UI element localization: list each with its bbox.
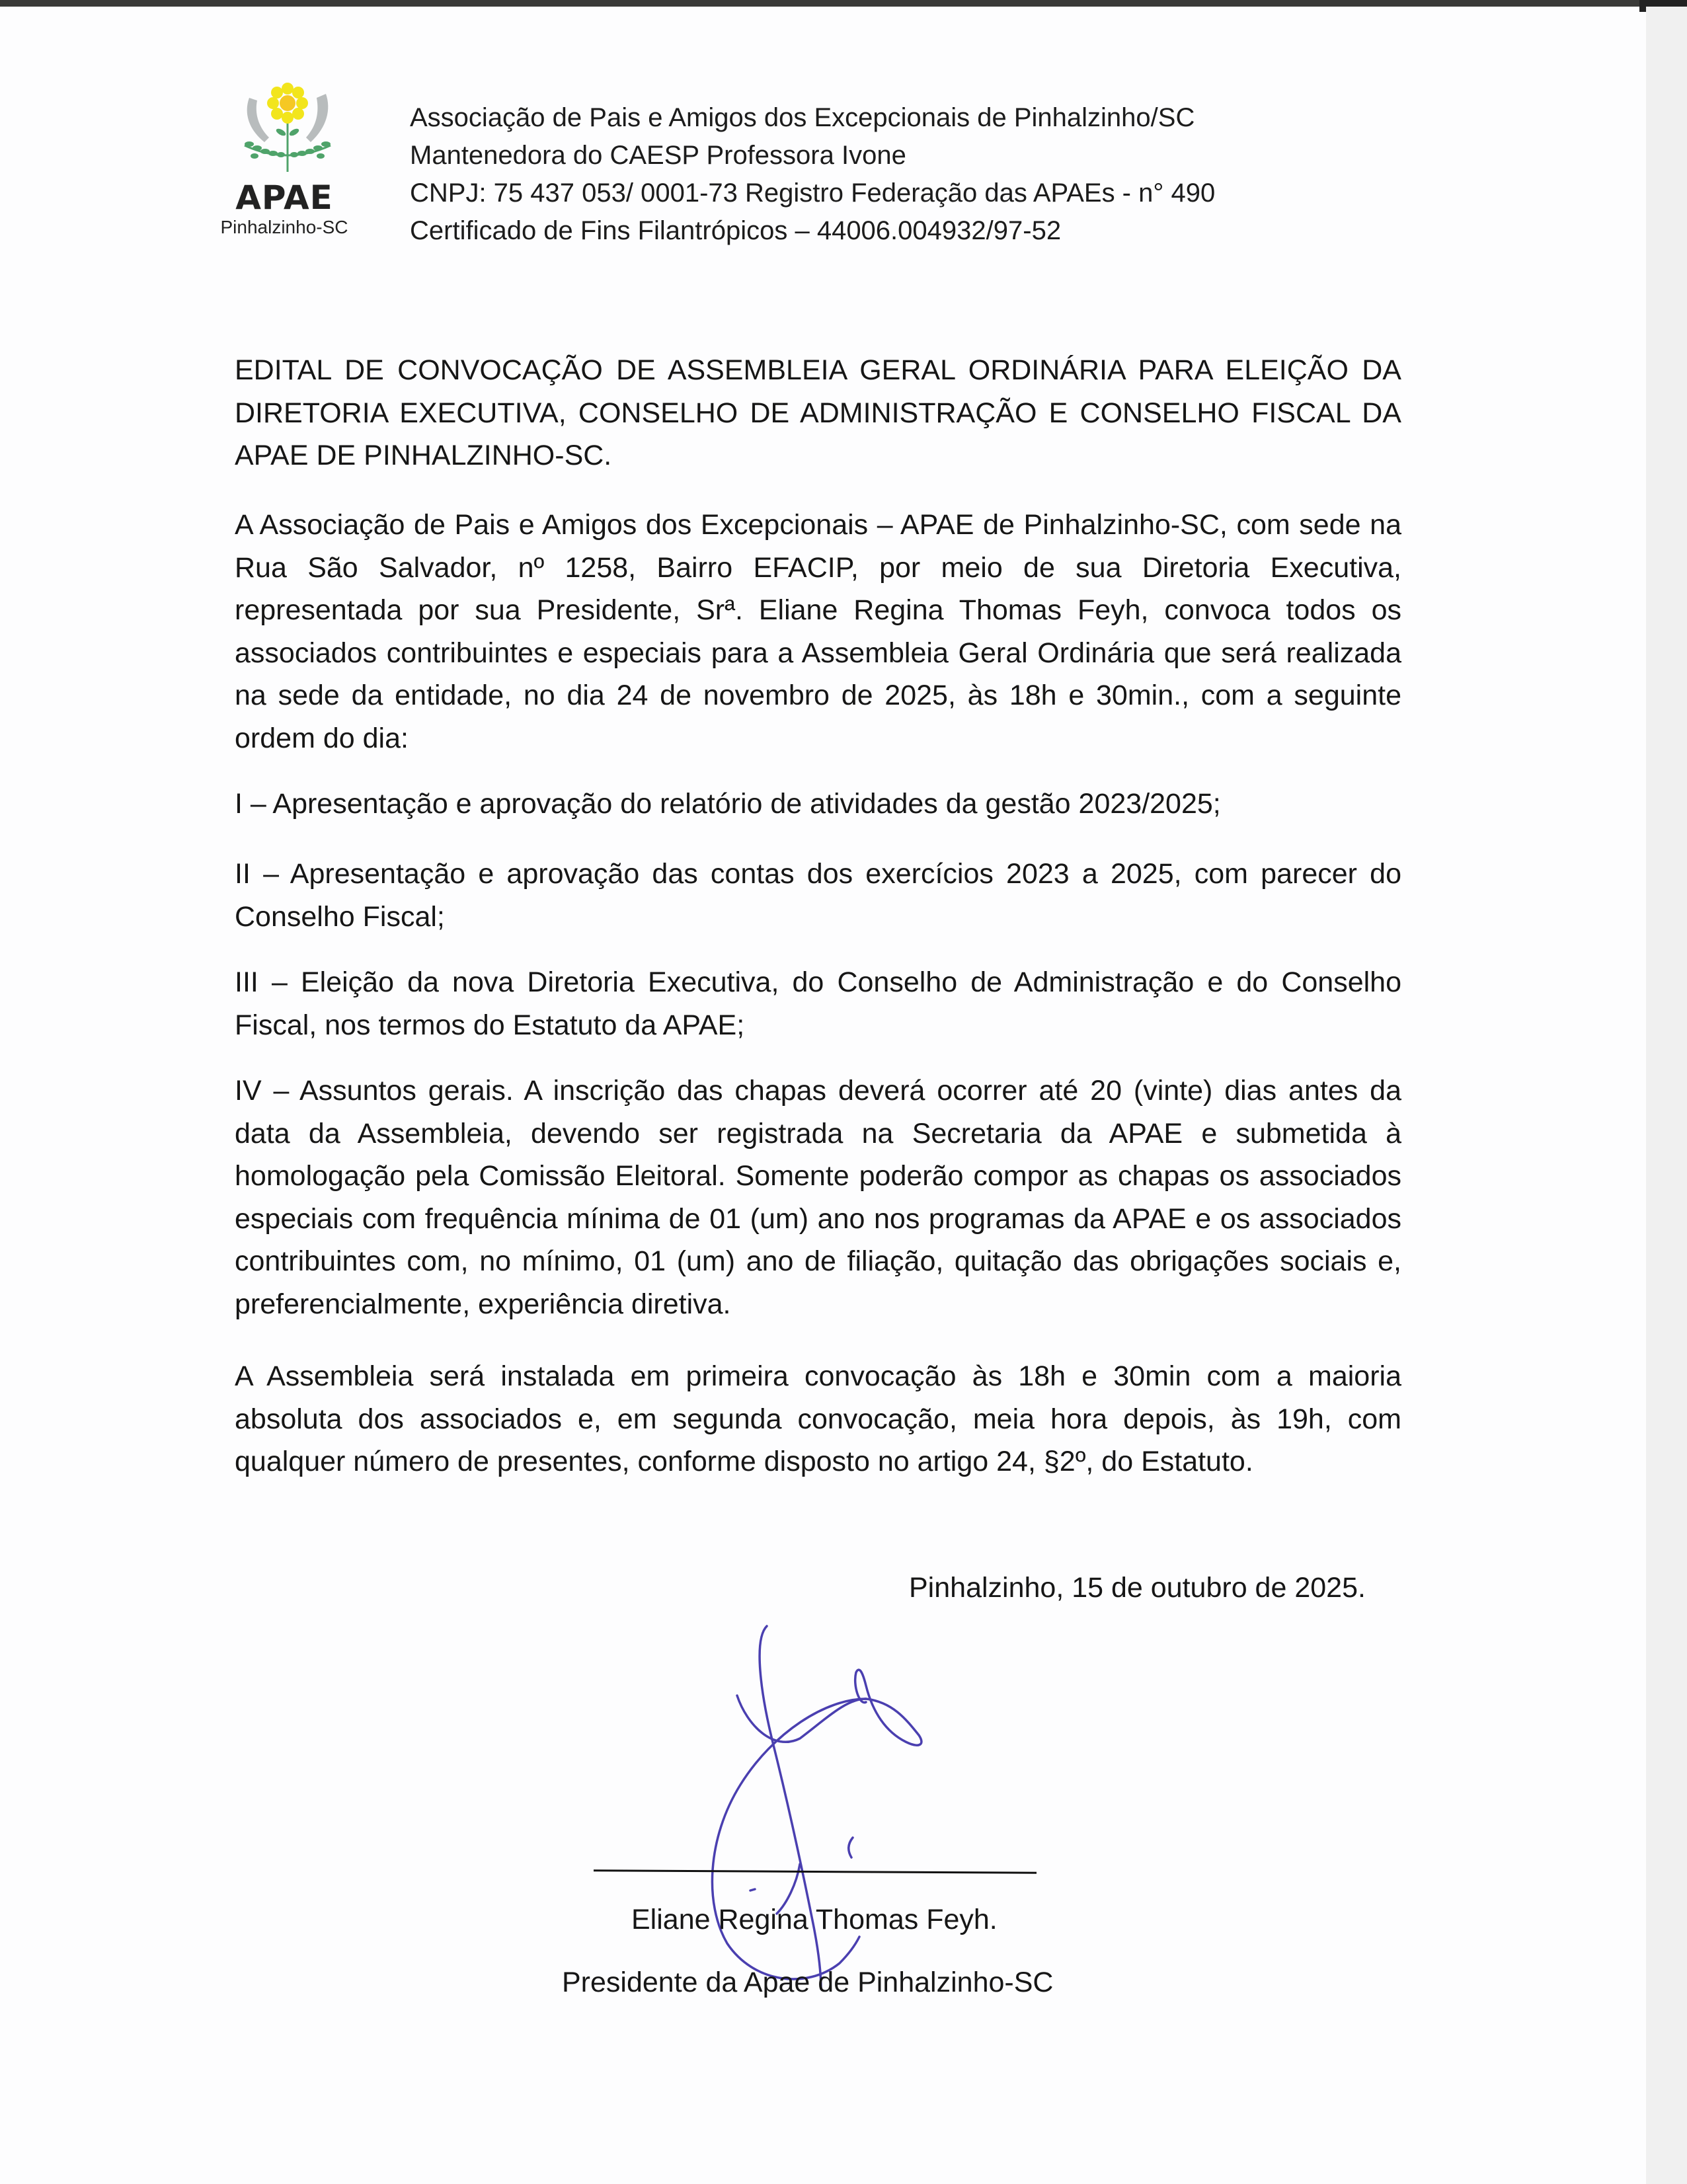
date-line: Pinhalzinho, 15 de outubro de 2025.	[909, 1572, 1366, 1604]
scan-border-right	[1646, 7, 1687, 2184]
signer-role: Presidente da Apae de Pinhalzinho-SC	[562, 1967, 1054, 1998]
letterhead	[410, 99, 1215, 250]
agenda-item: II – Apresentação e aprovação das contas dos exercícios 2023 a 2025, com parecer do Conselho Fiscal;	[235, 858, 1401, 933]
agenda-item: III – Eleição da nova Diretoria Executiva, do Conselho de Administração e do Conselho Fiscal, nos termos do Estatuto da APAE;	[235, 966, 1401, 1041]
letterhead-line: Mantenedora do CAESP Professora Ivone	[410, 141, 906, 170]
signer-name: Eliane Regina Thomas Feyh.	[631, 1904, 998, 1935]
letterhead-line: Associação de Pais e Amigos dos Excepcionais de Pinhalzinho/SC	[410, 103, 1195, 132]
document-title: EDITAL DE CONVOCAÇÃO DE ASSEMBLEIA GERAL ORDINÁRIA PARA ELEIÇÃO DA DIRETORIA EXECUTIVA, CONSELHO DE ADMINISTRAÇÃO E CONSELHO FISCAL DA APAE DE PINHALZINHO-SC.	[235, 354, 1401, 471]
closing-paragraph: A Assembleia será instalada em primeira convocação às 18h e 30min com a maioria absoluta dos associados e, em segunda convocação, meia hora depois, às 19h, com qualquer número de presentes, conforme disposto no artigo 24, §2º, do Estatuto.	[235, 1360, 1401, 1477]
agenda-item: I – Apresentação e aprovação do relatório de atividades da gestão 2023/2025;	[235, 788, 1221, 820]
flower-hands-icon	[235, 79, 340, 178]
letterhead-line: Certificado de Fins Filantrópicos – 44006.004932/97-52	[410, 216, 1062, 245]
logo-name: APAE	[235, 178, 333, 217]
letterhead-line: CNPJ: 75 437 053/ 0001-73 Registro Federação das APAEs - n° 490	[410, 178, 1216, 208]
apae-logo	[218, 79, 377, 245]
agenda-item: IV – Assuntos gerais. A inscrição das chapas deverá ocorrer até 20 (vinte) dias antes da data da Assembleia, devendo ser registrada na Secretaria da APAE e submetida à homologação pela Comissão Eleitoral. Somente poderão compor as chapas os associados especiais com frequência mínima de 01 (um) ano nos programas da APAE e os associados contribuintes com, no mínimo, 01 (um) ano de filiação, quitação das obrigações sociais e, preferencialmente, experiência diretiva.	[235, 1075, 1401, 1320]
logo-city: Pinhalzinho-SC	[220, 217, 348, 237]
scan-border-top	[0, 0, 1687, 7]
intro-paragraph: A Associação de Pais e Amigos dos Excepcionais – APAE de Pinhalzinho-SC, com sede na Rua São Salvador, nº 1258, Bairro EFACIP, por meio de sua Diretoria Executiva, representada por sua Presidente, Srª. Eliane Regina Thomas Feyh, convoca todos os associados contribuintes e especiais para a Assembleia Geral Ordinária que será realizada na sede da entidade, no dia 24 de novembro de 2025, às 18h e 30min., com a seguinte ordem do dia:	[235, 509, 1401, 754]
